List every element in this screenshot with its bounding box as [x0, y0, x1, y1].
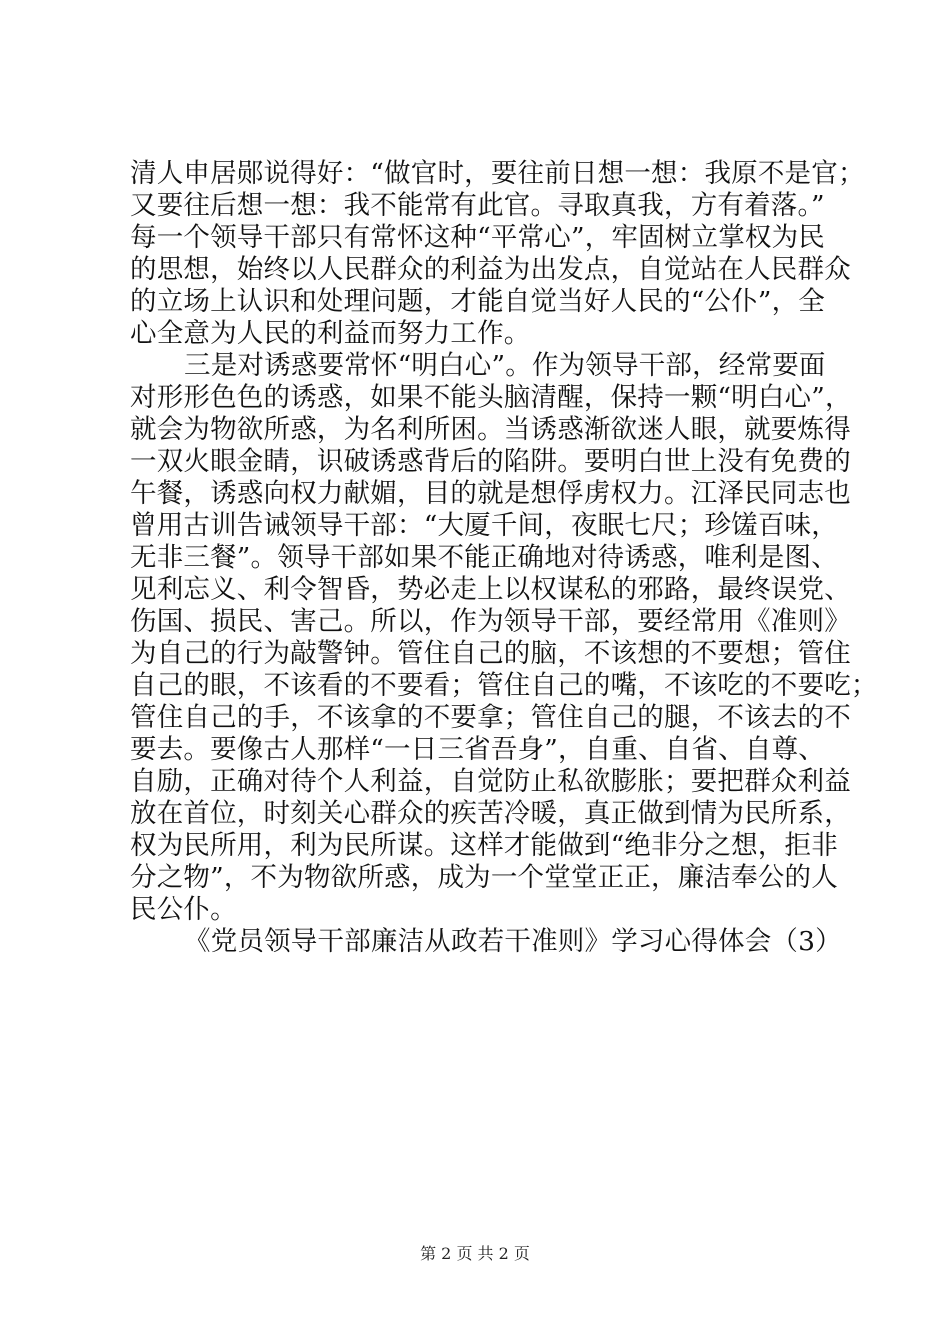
text-line: 每一个领导干部只有常怀这种“平常心”，牢固树立掌权为民: [130, 222, 825, 253]
text-line: 的思想，始终以人民群众的利益为出发点，自觉站在人民群众: [130, 254, 851, 285]
text-line: 民公仆。: [130, 894, 237, 925]
text-line: 分之物”，不为物欲所惑，成为一个堂堂正正，廉洁奉公的人: [130, 862, 838, 893]
text-line: 清人申居郧说得好：“做官时，要往前日想一想：我原不是官；: [130, 158, 865, 189]
text-line: 自励，正确对待个人利益，自觉防止私欲膨胀；要把群众利益: [130, 766, 851, 797]
text-line: 为自己的行为敲警钟。管住自己的脑，不该想的不要想；管住: [130, 638, 851, 669]
text-line: 伤国、损民、害己。所以，作为领导干部，要经常用《准则》: [130, 606, 851, 637]
text-line: 又要往后想一想：我不能常有此官。寻取真我，方有着落。”: [130, 190, 825, 221]
text-line: 见利忘义、利令智昏，势必走上以权谋私的邪路，最终误党、: [130, 574, 851, 605]
section-heading: 《党员领导干部廉洁从政若干准则》学习心得体会（3）: [184, 926, 842, 957]
text-line: 自己的眼，不该看的不要看；管住自己的嘴，不该吃的不要吃；: [130, 670, 878, 701]
text-line: 对形形色色的诱惑，如果不能头脑清醒，保持一颗“明白心”，: [130, 382, 852, 413]
text-line: 要去。要像古人那样“一日三省吾身”，自重、自省、自尊、: [130, 734, 825, 765]
text-line: 管住自己的手，不该拿的不要拿；管住自己的腿，不该去的不: [130, 702, 851, 733]
document-body: [130, 158, 878, 958]
text-line: 权为民所用，利为民所谋。这样才能做到“绝非分之想，拒非: [130, 830, 838, 861]
text-line: 一双火眼金睛，识破诱惑背后的陷阱。要明白世上没有免费的: [130, 446, 851, 477]
text-line: 心全意为人民的利益而努力工作。: [130, 318, 531, 349]
text-line: 曾用古训告诫领导干部：“大厦千间，夜眠七尺；珍馐百味，: [130, 510, 838, 541]
text-line: 午餐，诱惑向权力献媚，目的就是想俘虏权力。江泽民同志也: [130, 478, 851, 509]
page-number-footer: 第 2 页 共 2 页: [420, 1244, 530, 1263]
text-line: 就会为物欲所惑，为名利所困。当诱惑渐欲迷人眼，就要炼得: [130, 414, 851, 445]
text-line: 无非三餐”。领导干部如果不能正确地对待诱惑，唯利是图、: [130, 542, 838, 573]
text-line: 放在首位，时刻关心群众的疾苦冷暖，真正做到情为民所系，: [130, 798, 851, 829]
paragraph-start-line: 三是对诱惑要常怀“明白心”。作为领导干部，经常要面: [184, 350, 826, 381]
text-line: 的立场上认识和处理问题，才能自觉当好人民的“公仆”，全: [130, 286, 825, 317]
